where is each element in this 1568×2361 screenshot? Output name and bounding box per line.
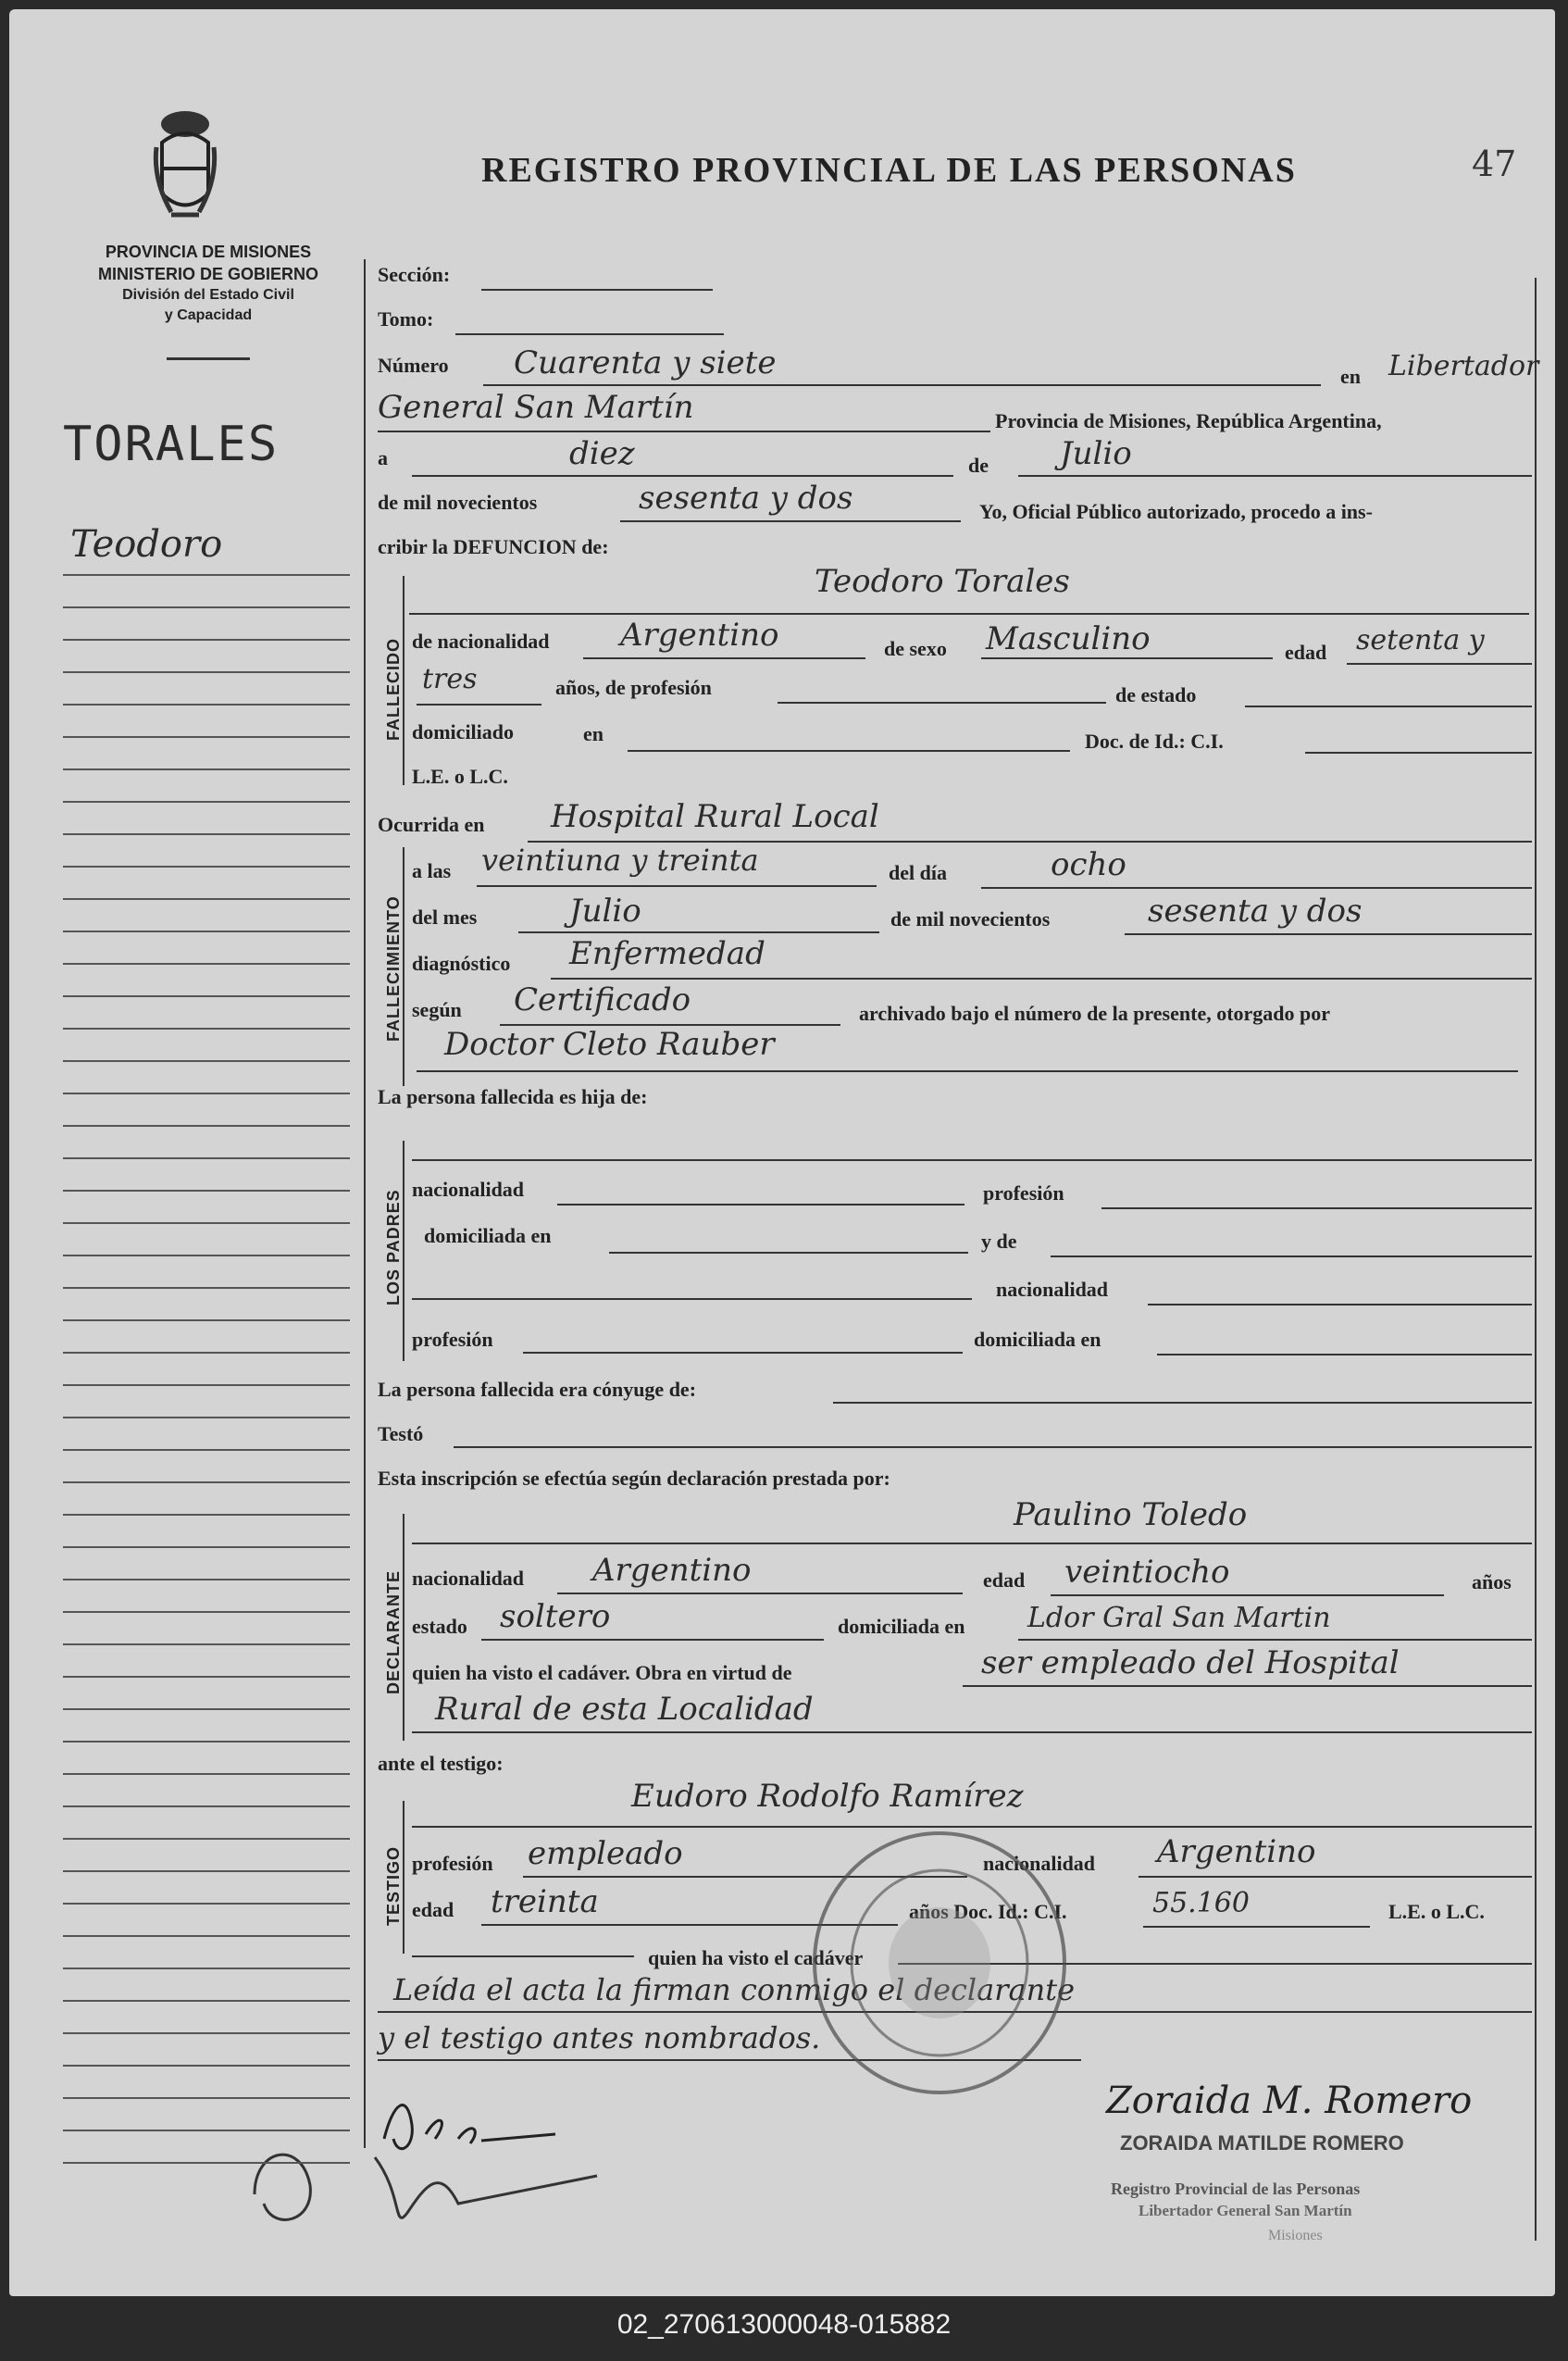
en-domicilio-label: en (583, 722, 604, 745)
margin-ruled-line (63, 1093, 350, 1094)
ocurrida-en-label: Ocurrida en (378, 813, 485, 836)
domicilio-field[interactable] (628, 750, 1070, 752)
margin-ruled-line (63, 1676, 350, 1678)
testigo-profesion-label: profesión (412, 1852, 493, 1875)
register-title: REGISTRO PROVINCIAL DE LAS PERSONAS (481, 151, 1297, 190)
madre-nacionalidad-field[interactable] (1148, 1304, 1532, 1305)
image-caption-bar (0, 2296, 1568, 2361)
margin-ruled-line (63, 768, 350, 770)
tomo-field[interactable] (455, 333, 724, 335)
declarante-domiciliada-label: domiciliada en (838, 1615, 965, 1638)
agency-block (56, 241, 361, 326)
nacionalidad-value: Argentino (620, 617, 779, 654)
de-label: de (968, 454, 989, 477)
testo-field[interactable] (454, 1446, 1532, 1448)
anio-value: sesenta y dos (639, 480, 853, 517)
margin-given-name: Teodoro (70, 523, 223, 566)
diagnostico-label: diagnóstico (412, 952, 511, 975)
estado-field[interactable] (1245, 706, 1532, 707)
madre-domicilio-field[interactable] (1157, 1354, 1532, 1355)
agency-line1: PROVINCIA DE MISIONES (105, 243, 312, 261)
nacionalidad-label: de nacionalidad (412, 630, 550, 653)
edad-value: setenta y (1356, 624, 1485, 656)
agency-line3: División del Estado Civil (122, 287, 294, 303)
margin-ruled-line (63, 866, 350, 868)
profesion-field[interactable] (778, 702, 1106, 704)
official-name: ZORAIDA MATILDE ROMERO (1120, 2131, 1404, 2155)
mes-fall-value: Julio (569, 893, 641, 930)
margin-ruled-line (63, 1287, 350, 1289)
doc-id-label: Doc. de Id.: C.I. (1085, 730, 1224, 753)
yo-oficial-label: Yo, Oficial Público autorizado, procedo a ins- (979, 500, 1373, 523)
margin-ruled-line (63, 1741, 350, 1743)
seccion-label: Sección: (378, 263, 451, 286)
dia-fall-value: ocho (1051, 846, 1126, 883)
declarante-estado-value: soltero (500, 1598, 611, 1635)
margin-ruled-line (63, 801, 350, 803)
padre-nacionalidad-field[interactable] (557, 1204, 964, 1205)
official-office1: Registro Provincial de las Personas (1111, 2180, 1361, 2198)
otorgado-por-value: Doctor Cleto Rauber (444, 1026, 775, 1063)
diagnostico-value: Enfermedad (569, 935, 765, 972)
anos-profesion-label: años, de profesión (555, 676, 712, 699)
sexo-value: Masculino (986, 620, 1151, 657)
padre-domicilio-field[interactable] (609, 1252, 968, 1254)
seccion-field[interactable] (481, 289, 713, 291)
padres-side-label: LOS PADRES (384, 1189, 403, 1305)
le-lc-label: L.E. o L.C. (412, 765, 508, 788)
margin-ruled-line (63, 639, 350, 641)
margin-ruled-line (63, 1255, 350, 1256)
madre-nacionalidad-label: nacionalidad (996, 1278, 1109, 1301)
register-page (9, 9, 1555, 2296)
official-office3: Misiones (1268, 2228, 1323, 2243)
mes-value: Julio (1060, 435, 1132, 472)
margin-ruled-line (63, 1838, 350, 1840)
margin-ruled-line (63, 1319, 350, 1321)
edad-label: edad (1285, 641, 1327, 664)
ocurrida-en-value: Hospital Rural Local (551, 798, 879, 835)
cierre-linea1: Leída el acta la firman conmigo el declarante (393, 1972, 1076, 2007)
margin-ruled-line (63, 898, 350, 900)
padre-profesion-label: profesión (983, 1181, 1064, 1205)
del-dia-label: del día (889, 861, 947, 884)
cribir-label: cribir la DEFUNCION de: (378, 535, 609, 558)
declarante-nacionalidad-value: Argentino (592, 1552, 752, 1589)
agency-line4: y Capacidad (164, 307, 253, 323)
del-mes-label: del mes (412, 906, 478, 929)
edad-value-cont: tres (422, 663, 478, 695)
margin-ruled-line (63, 1514, 350, 1516)
fallecido-side-label: FALLECIDO (384, 638, 403, 741)
official-seal-stamp (805, 1824, 1074, 2102)
y-de-label: y de (981, 1230, 1017, 1253)
numero-label: Número (378, 354, 449, 377)
fallecimiento-side-label: FALLECIMIENTO (384, 895, 403, 1042)
declarante-nacionalidad-label: nacionalidad (412, 1567, 525, 1590)
declarante-edad-label: edad (983, 1568, 1026, 1592)
de-mil-novecientos2-label: de mil novecientos (890, 907, 1051, 931)
de-estado-label: de estado (1115, 683, 1197, 706)
margin-ruled-line (63, 1870, 350, 1872)
coat-of-arms-icon (153, 106, 218, 244)
form-right-rule (1535, 278, 1537, 2241)
padre-extra-field[interactable] (412, 1298, 972, 1300)
testigo-nacionalidad-label: nacionalidad (983, 1852, 1096, 1875)
anio-fall-value: sesenta y dos (1148, 893, 1363, 930)
doc-id-field[interactable] (1305, 752, 1532, 754)
madre-profesion-field[interactable] (523, 1352, 963, 1354)
margin-ruled-line (63, 2000, 350, 2002)
margin-ruled-line (63, 1773, 350, 1775)
padre-profesion-field[interactable] (1101, 1207, 1532, 1209)
margin-ruled-line (63, 1449, 350, 1451)
en-value-cont: General San Martín (378, 389, 694, 426)
margin-ruled-line (63, 1384, 350, 1386)
a-label: a (378, 446, 388, 469)
margin-ruled-line (63, 1222, 350, 1224)
declarante-edad-value: veintiocho (1064, 1554, 1230, 1591)
domiciliado-label: domiciliado (412, 720, 515, 743)
testigo-profesion-value: empleado (528, 1835, 683, 1872)
margin-ruled-line (63, 1060, 350, 1062)
archivado-label: archivado bajo el número de la presente, otorgado por (859, 1002, 1331, 1025)
dia-value: diez (569, 435, 635, 472)
madre-domiciliada-label: domiciliada en (974, 1328, 1101, 1351)
testigo-le-lc-label: L.E. o L.C. (1388, 1900, 1485, 1923)
conyuge-field[interactable] (833, 1402, 1532, 1404)
testigo-signature (245, 2120, 616, 2250)
testigo-edad-value: treinta (491, 1883, 599, 1920)
hija-de-label: La persona fallecida es hija de: (378, 1085, 648, 1108)
quien-visto2-label: quien ha visto el cadáver (648, 1946, 864, 1969)
image-caption: 02_270613000048-015882 (616, 2309, 952, 2340)
a-las-label: a las (412, 859, 452, 882)
tomo-label: Tomo: (378, 307, 434, 331)
margin-ruled-line (63, 963, 350, 965)
margin-ruled-line (63, 1546, 350, 1548)
declarante-domicilio-value: Ldor Gral San Martin (1027, 1602, 1331, 1634)
padre-domiciliada-label: domiciliada en (424, 1224, 552, 1247)
testigo-ci-value: 55.160 (1152, 1887, 1250, 1919)
margin-surname: TORALES (63, 417, 280, 472)
official-office2: Libertador General San Martín (1139, 2202, 1352, 2219)
ante-testigo-label: ante el testigo: (378, 1752, 504, 1775)
declaracion-label: Esta inscripción se efectúa según declaración prestada por: (378, 1467, 890, 1490)
madre-nombre-field[interactable] (1051, 1255, 1532, 1257)
margin-ruled-line (63, 2065, 350, 2067)
segun-label: según (412, 998, 462, 1021)
margin-ruled-line (63, 606, 350, 608)
margin-ruled-line (63, 2130, 350, 2131)
margin-ruled-line (63, 1352, 350, 1354)
margin-ruled-line (63, 1157, 350, 1159)
fallecido-nombre-value: Teodoro Torales (815, 563, 1070, 600)
padre-nacionalidad-label: nacionalidad (412, 1178, 525, 1201)
testigo-edad-label: edad (412, 1898, 454, 1921)
margin-ruled-line (63, 671, 350, 673)
margin-ruled-line (63, 1417, 350, 1418)
margin-ruled-line (63, 2032, 350, 2034)
declarante-anos-label: años (1472, 1570, 1512, 1593)
page-number: 47 (1472, 144, 1517, 184)
declarante-side-label: DECLARANTE (384, 1570, 403, 1694)
margin-ruled-line (63, 1481, 350, 1483)
margin-ruled-line (63, 574, 350, 576)
obra-cont-value: Rural de esta Localidad (435, 1691, 814, 1728)
madre-profesion-label: profesión (412, 1328, 493, 1351)
margin-ruled-line (63, 1805, 350, 1807)
margin-ruled-line (63, 1611, 350, 1613)
margin-ruled-line (63, 1968, 350, 1969)
padre-nombre-field[interactable] (412, 1159, 1532, 1161)
cierre-linea2: y el testigo antes nombrados. (378, 2020, 821, 2055)
quien-visto-label: quien ha visto el cadáver. Obra en virtud de (412, 1661, 792, 1684)
margin-ruled-line (63, 1708, 350, 1710)
sexo-label: de sexo (884, 637, 947, 660)
margin-ruled-line (63, 833, 350, 835)
margin-ruled-line (63, 2162, 350, 2164)
margin-ruled-line (63, 736, 350, 738)
form-left-rule (364, 259, 366, 2148)
en-label: en (1340, 365, 1361, 388)
testo-label: Testó (378, 1422, 424, 1445)
provincia-label: Provincia de Misiones, República Argentina, (995, 409, 1382, 432)
margin-ruled-line (63, 931, 350, 932)
declarante-nombre-value: Paulino Toledo (1014, 1496, 1248, 1533)
testigo-nombre-value: Eudoro Rodolfo Ramírez (631, 1778, 1024, 1815)
conyuge-label: La persona fallecida era cónyuge de: (378, 1378, 697, 1401)
de-mil-novecientos-label: de mil novecientos (378, 491, 538, 514)
margin-ruled-line (63, 1190, 350, 1192)
margin-ruled-line (63, 1579, 350, 1580)
en-value: Libertador (1388, 350, 1539, 382)
margin-ruled-line (63, 704, 350, 706)
margin-ruled-line (63, 1903, 350, 1905)
segun-value: Certificado (514, 981, 691, 1018)
obra-en-virtud-value: ser empleado del Hospital (981, 1644, 1400, 1681)
numero-value: Cuarenta y siete (514, 344, 777, 381)
agency-line2: MINISTERIO DE GOBIERNO (97, 265, 319, 283)
official-signature: Zoraida M. Romero (1106, 2080, 1473, 2122)
margin-ruled-line (63, 995, 350, 997)
margin-ruled-line (63, 1643, 350, 1645)
margin-ruled-line (63, 1935, 350, 1937)
margin-ruled-line (63, 1028, 350, 1030)
testigo-side-label: TESTIGO (384, 1845, 403, 1926)
margin-ruled-line (63, 2097, 350, 2099)
testigo-nacionalidad-value: Argentino (1157, 1833, 1316, 1870)
margin-ruled-line (63, 1125, 350, 1127)
hora-value: veintiuna y treinta (481, 843, 759, 878)
declarante-estado-label: estado (412, 1615, 467, 1638)
anos-doc-label: años Doc. Id.: C.I. (909, 1900, 1067, 1923)
